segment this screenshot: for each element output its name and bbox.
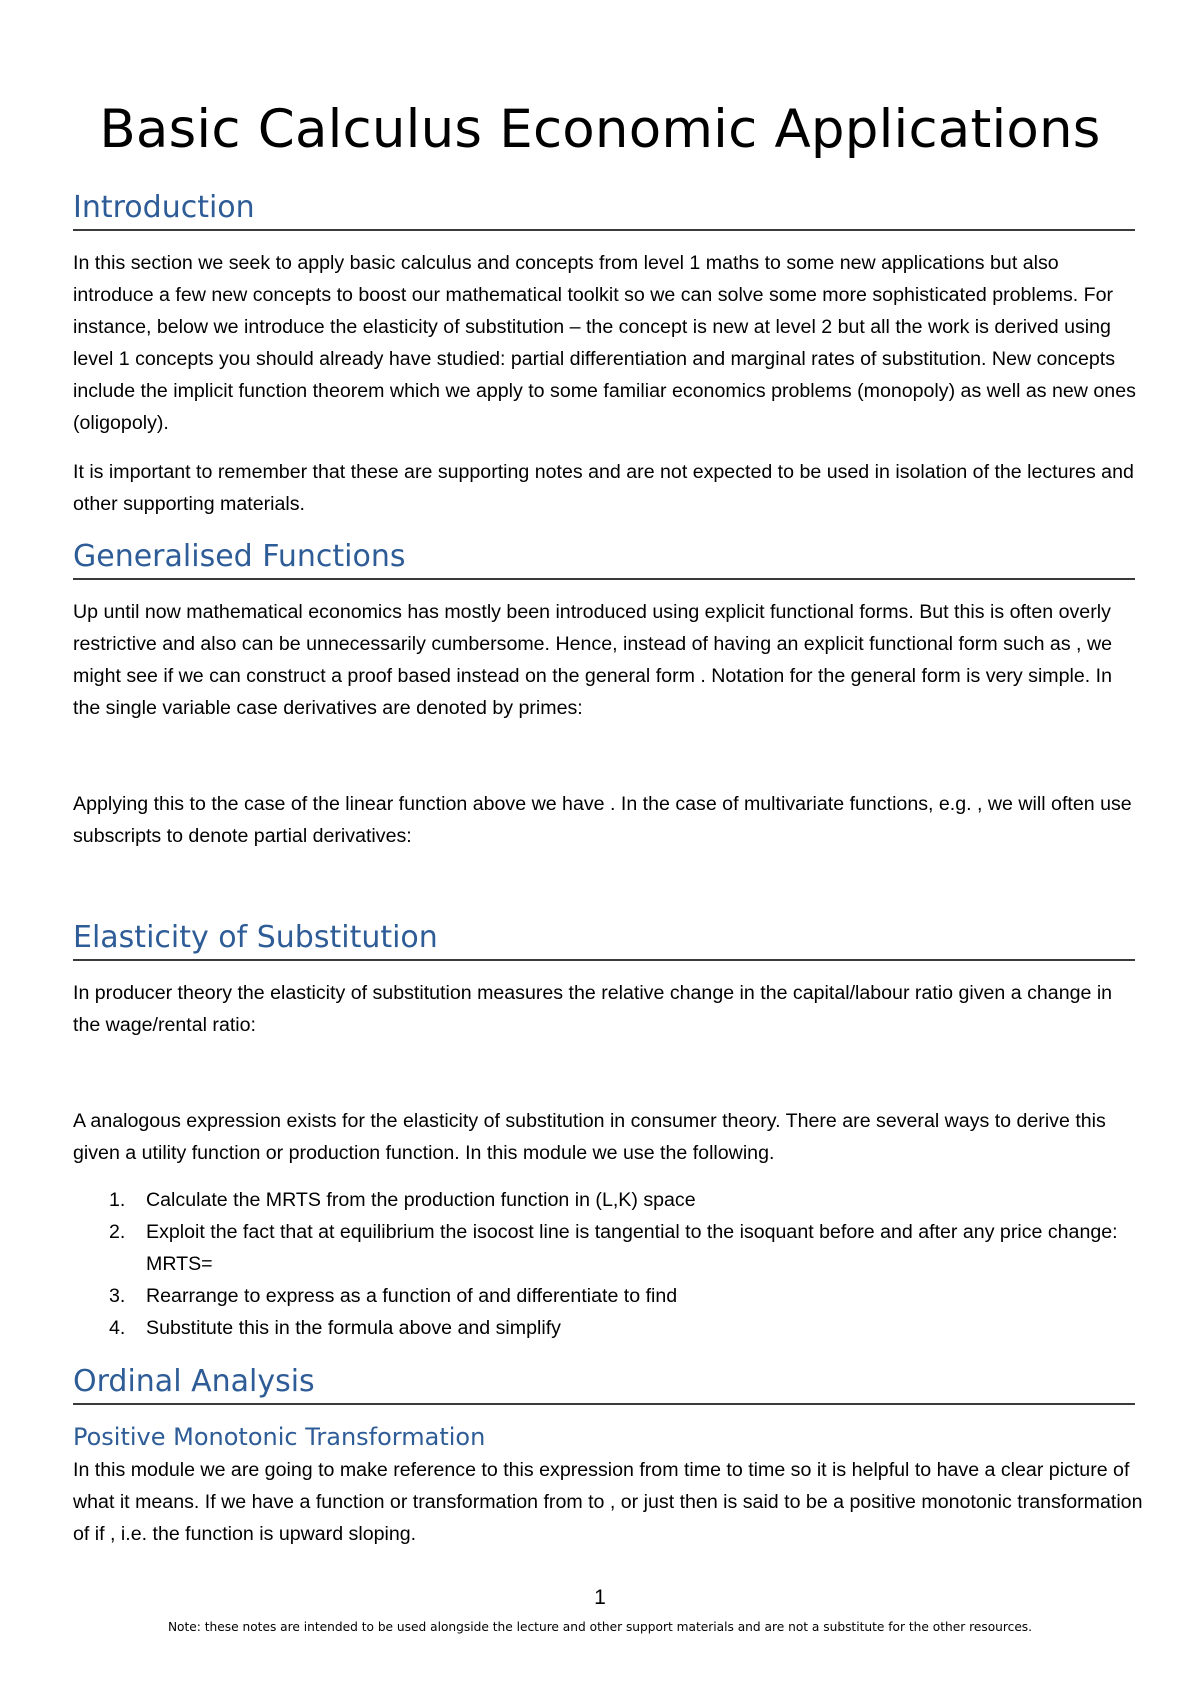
elasticity-paragraph-2: A analogous expression exists for the elasticity of substitution in consumer theory. There are several ways to derive this given a utility function or production function. In this module we use the following.	[73, 1110, 1106, 1164]
list-number: 3.	[109, 1285, 126, 1307]
heading-elasticity: Elasticity of Substitution	[73, 918, 1135, 961]
ordinal-paragraph-1: In this module we are going to make reference to this expression from time to time so it is helpful to have a clear picture of what it means. If we have a function or transformation from to , or just then is said to be a positive monotonic transformation of if , i.e. the function is upward sloping.	[73, 1459, 1143, 1545]
document-title: Basic Calculus Economic Applications	[99, 99, 1101, 160]
generalised-paragraph-2: Applying this to the case of the linear function above we have . In the case of multivariate functions, e.g. , we will often use subscripts to denote partial derivatives:	[73, 793, 1132, 847]
list-item-text: Exploit the fact that at equilibrium the isocost line is tangential to the isoquant before and after any price change: MRTS=	[146, 1221, 1118, 1275]
list-item-text: Calculate the MRTS from the production function in (L,K) space	[146, 1189, 696, 1211]
list-item-text: Substitute this in the formula above and simplify	[146, 1317, 561, 1339]
list-item	[73, 1280, 1143, 1312]
elasticity-steps-list	[73, 1184, 1143, 1344]
list-item	[73, 1312, 1143, 1344]
heading-ordinal-analysis: Ordinal Analysis	[73, 1362, 1135, 1405]
list-item	[73, 1216, 1143, 1280]
generalised-paragraph-1: Up until now mathematical economics has mostly been introduced using explicit functional forms. But this is often overly restrictive and also can be unnecessarily cumbersome. Hence, instead of having an explicit functional form such as , we might see if we can construct a proof based instead on the general form . Notation for the general form is very simple. In the single variable case derivatives are denoted by primes:	[73, 601, 1112, 719]
intro-paragraph-1: In this section we seek to apply basic calculus and concepts from level 1 maths to some new applications but also introduce a few new concepts to boost our mathematical toolkit so we can solve some more sophisticated problems. For instance, below we introduce the elasticity of substitution – the concept is new at level 2 but all the work is derived using level 1 concepts you should already have studied: partial differentiation and marginal rates of substitution. New concepts include the implicit function theorem which we apply to some familiar economics problems (monopoly) as well as new ones (oligopoly).	[73, 252, 1136, 434]
page-number: 1	[594, 1586, 606, 1609]
footer-note: Note: these notes are intended to be used alongside the lecture and other support materials and are not a substitute for the other resources.	[167, 1620, 1033, 1634]
list-item	[73, 1184, 1143, 1216]
heading-generalised-functions: Generalised Functions	[73, 537, 1135, 580]
heading-introduction: Introduction	[73, 188, 1135, 231]
list-number: 1.	[109, 1189, 126, 1211]
subheading-positive-monotonic: Positive Monotonic Transformation	[73, 1423, 486, 1451]
list-item-text: Rearrange to express as a function of and differentiate to find	[146, 1285, 678, 1307]
list-number: 2.	[109, 1221, 126, 1243]
list-number: 4.	[109, 1317, 126, 1339]
intro-paragraph-2: It is important to remember that these are supporting notes and are not expected to be used in isolation of the lectures and other supporting materials.	[73, 461, 1134, 515]
elasticity-paragraph-1: In producer theory the elasticity of substitution measures the relative change in the capital/labour ratio given a change in the wage/rental ratio:	[73, 982, 1113, 1036]
